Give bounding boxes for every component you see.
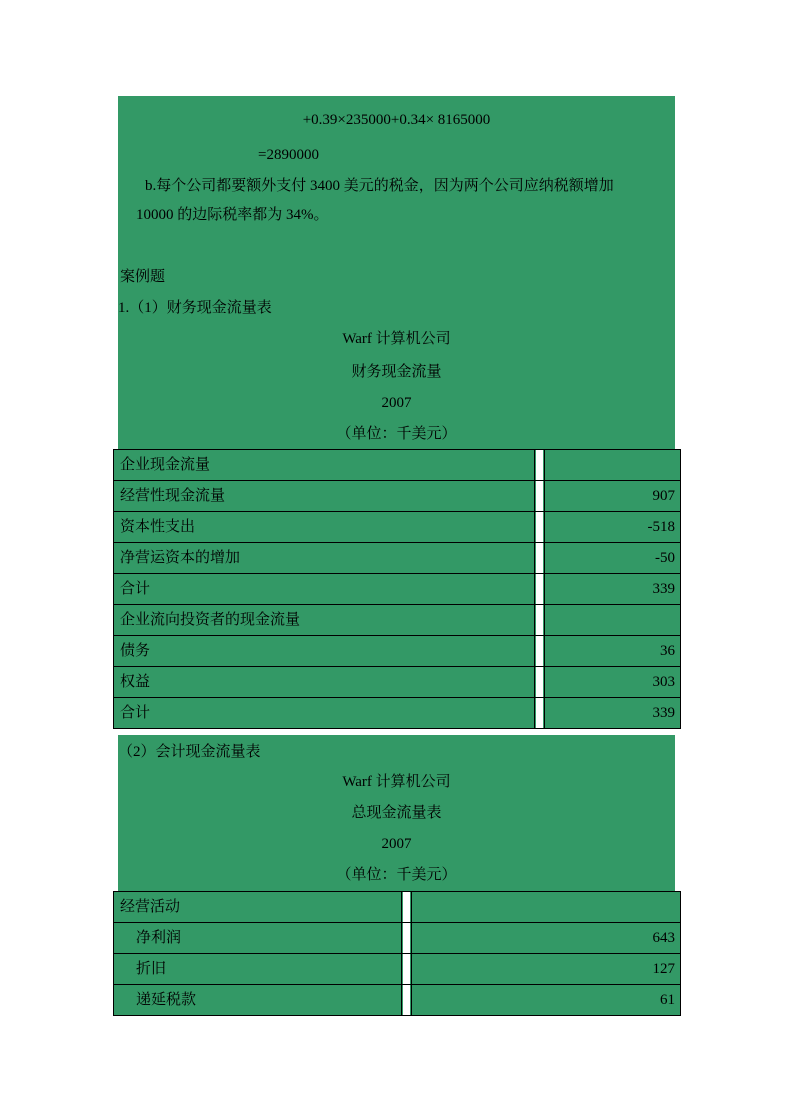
row-value: 61 [412, 985, 681, 1016]
table1-company: Warf 计算机公司 [342, 331, 451, 347]
question-1-label: 1.（1）财务现金流量表 [118, 300, 272, 316]
row-value: 339 [545, 698, 681, 729]
row-label: 企业现金流量 [114, 450, 535, 481]
column-separator [402, 892, 412, 923]
table1-title: 财务现金流量 [351, 364, 442, 380]
column-separator [535, 450, 545, 481]
row-label: 权益 [114, 667, 535, 698]
row-label: 经营性现金流量 [114, 481, 535, 512]
row-label: 净利润 [114, 923, 402, 954]
table-row [114, 954, 681, 985]
row-value [412, 892, 681, 923]
row-label: 企业流向投资者的现金流量 [114, 605, 535, 636]
column-separator [402, 985, 412, 1016]
table2-unit: （单位：千美元） [336, 867, 457, 883]
row-label: 递延税款 [114, 985, 402, 1016]
row-value [545, 605, 681, 636]
row-label: 债务 [114, 636, 535, 667]
row-label: 经营活动 [114, 892, 402, 923]
row-value: -518 [545, 512, 681, 543]
financial-cash-flow-table [113, 449, 681, 729]
row-label: 合计 [114, 698, 535, 729]
column-separator [535, 574, 545, 605]
paragraph-b-line1: b.每个公司都要额外支付 3400 美元的税金，因为两个公司应纳税额增加 [145, 178, 614, 194]
table-row [114, 512, 681, 543]
table-row [114, 574, 681, 605]
row-value [545, 450, 681, 481]
paragraph-b-line2: 10000 的边际税率都为 34%。 [136, 207, 329, 223]
row-label: 资本性支出 [114, 512, 535, 543]
column-separator [535, 543, 545, 574]
table-row [114, 481, 681, 512]
column-separator [535, 698, 545, 729]
table-row [114, 985, 681, 1016]
row-value: 127 [412, 954, 681, 985]
result-line: =2890000 [258, 147, 319, 163]
column-separator [402, 954, 412, 985]
table-row [114, 543, 681, 574]
table-row [114, 450, 681, 481]
table-row [114, 923, 681, 954]
table-row [114, 698, 681, 729]
table2-title: 总现金流量表 [351, 805, 442, 821]
table-row [114, 605, 681, 636]
table-row [114, 667, 681, 698]
table-row [114, 636, 681, 667]
row-value: -50 [545, 543, 681, 574]
question-2-label: （2）会计现金流量表 [118, 744, 261, 760]
column-separator [535, 636, 545, 667]
column-separator [535, 667, 545, 698]
row-label: 合计 [114, 574, 535, 605]
formula-line: +0.39×235000+0.34× 8165000 [302, 112, 491, 128]
column-separator [535, 512, 545, 543]
table2-company: Warf 计算机公司 [342, 774, 451, 790]
row-value: 36 [545, 636, 681, 667]
row-value: 643 [412, 923, 681, 954]
table1-year: 2007 [381, 395, 412, 411]
case-heading: 案例题 [120, 269, 166, 285]
table-row [114, 892, 681, 923]
column-separator [402, 923, 412, 954]
row-value: 303 [545, 667, 681, 698]
row-label: 折旧 [114, 954, 402, 985]
row-value: 339 [545, 574, 681, 605]
table1-unit: （单位：千美元） [336, 426, 457, 442]
row-label: 净营运资本的增加 [114, 543, 535, 574]
row-value: 907 [545, 481, 681, 512]
accounting-cash-flow-table [113, 891, 681, 1016]
column-separator [535, 605, 545, 636]
column-separator [535, 481, 545, 512]
table2-year: 2007 [381, 836, 412, 852]
